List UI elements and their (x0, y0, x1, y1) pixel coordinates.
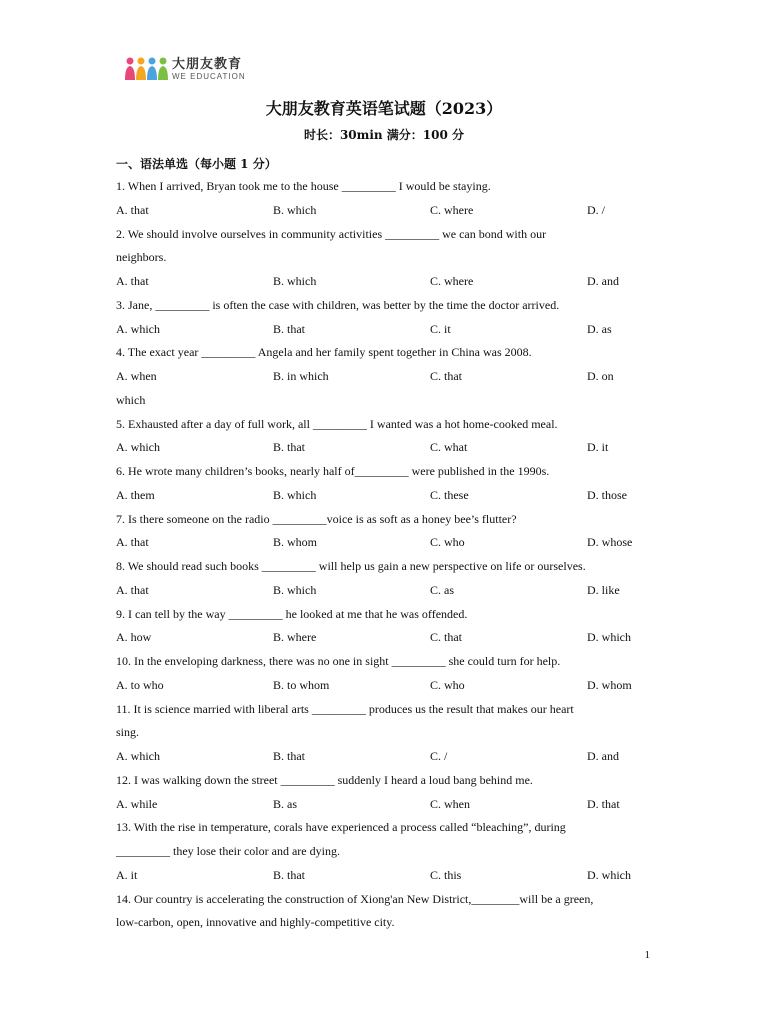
answer-option: D. whose (587, 535, 633, 550)
answer-options (116, 626, 656, 650)
answer-options (116, 199, 656, 223)
exam-duration-score: 时长：30min 满分：100 分 (303, 128, 465, 142)
question-text: low-carbon, open, innovative and highly-competitive city. (116, 915, 395, 930)
answer-option: A. which (116, 440, 160, 455)
answer-option: A. to who (116, 677, 164, 692)
question-text: neighbors. (116, 250, 167, 265)
question-text: 11. It is science married with liberal arts _________ produces us the result that makes our heart (116, 701, 574, 716)
question-text: 3. Jane, _________ is often the case with children, was better by the time the doctor arrived. (116, 297, 560, 312)
brand-logo (124, 54, 246, 84)
question-text: _________ they lose their color and are dying. (116, 844, 340, 858)
question-text: 8. We should read such books _________ will help us gain a new perspective on life or ourselves. (116, 559, 586, 573)
answer-options (116, 365, 656, 389)
answer-option: C. as (430, 582, 454, 597)
answer-option: A. while (116, 796, 158, 811)
answer-option: C. when (430, 796, 470, 811)
answer-option: B. that (273, 440, 305, 455)
answer-option: A. that (116, 202, 149, 217)
answer-option: B. that (273, 749, 305, 763)
answer-option: A. that (116, 582, 149, 597)
answer-options (116, 531, 656, 555)
answer-option: C. who (430, 677, 465, 692)
section-title: 一、语法单选（每小题 1 分） (116, 157, 277, 171)
answer-option: D. those (587, 487, 627, 502)
answer-option: A. them (116, 487, 155, 502)
answer-option: B. to whom (273, 677, 330, 692)
question-text: 9. I can tell by the way _________ he looked at me that he was offended. (116, 606, 468, 621)
answer-option-wrap: which (116, 392, 146, 407)
answer-option: A. which (116, 749, 160, 763)
answer-option: B. which (273, 202, 317, 217)
logo-figures-icon (124, 56, 168, 82)
answer-options (116, 318, 656, 342)
answer-option: D. like (587, 582, 620, 597)
answer-option: C. / (430, 749, 448, 763)
answer-option: D. which (587, 867, 631, 882)
answer-option: A. how (116, 630, 152, 645)
question-text: 6. He wrote many children’s books, nearly half of_________ were published in the 1990s. (116, 464, 550, 478)
question-text: 2. We should involve ourselves in community activities _________ we can bond with our (116, 226, 547, 241)
answer-option: B. as (273, 796, 297, 811)
answer-options (116, 674, 656, 698)
question-text: sing. (116, 725, 140, 740)
question-text: 7. Is there someone on the radio _________voice is as soft as a honey bee’s flutter? (116, 511, 517, 526)
answer-option: C. these (430, 487, 469, 502)
answer-option: D. and (587, 749, 619, 763)
answer-option: B. which (273, 487, 317, 502)
question-text: 12. I was walking down the street _________ suddenly I heard a loud bang behind me. (116, 772, 533, 787)
answer-option: D. on (587, 369, 614, 383)
answer-options (116, 579, 656, 603)
answer-option: B. which (273, 274, 317, 288)
answer-option: D. which (587, 630, 631, 645)
answer-options (116, 793, 656, 817)
answer-option: A. that (116, 535, 149, 550)
answer-option: D. and (587, 274, 619, 288)
question-text: 14. Our country is accelerating the construction of Xiong'an New District,________will be a green, (116, 891, 594, 906)
answer-option: B. in which (273, 369, 329, 383)
answer-option: B. whom (273, 535, 318, 550)
answer-option: C. it (430, 321, 451, 336)
answer-option: A. when (116, 369, 157, 383)
question-text: 5. Exhausted after a day of full work, all _________ I wanted was a hot home-cooked meal. (116, 416, 558, 431)
question-text: 10. In the enveloping darkness, there was no one in sight _________ she could turn for help. (116, 654, 561, 668)
answer-option: B. that (273, 867, 305, 882)
answer-options (116, 745, 656, 769)
answer-option: C. this (430, 867, 462, 882)
question-list (116, 175, 656, 935)
question-text: 4. The exact year _________ Angela and her family spent together in China was 2008. (116, 345, 532, 360)
answer-option: C. that (430, 630, 462, 645)
answer-option: C. where (430, 274, 474, 288)
question-text: 13. With the rise in temperature, corals have experienced a process called “bleaching”, during (116, 820, 566, 835)
answer-option: A. that (116, 274, 149, 288)
exam-title: 大朋友教育英语笔试题（2023） (265, 99, 503, 118)
answer-option: C. what (430, 440, 468, 455)
answer-option: A. which (116, 321, 160, 336)
answer-options (116, 864, 656, 888)
answer-option: D. that (587, 796, 620, 811)
answer-option: D. whom (587, 677, 632, 692)
logo-chinese-name: 大朋友教育 (172, 56, 243, 72)
answer-option: B. where (273, 630, 317, 645)
logo-english-name: WE EDUCATION (172, 71, 246, 81)
answer-option: C. where (430, 202, 474, 217)
answer-options (116, 484, 656, 508)
answer-option: D. it (587, 440, 609, 455)
answer-option: C. that (430, 369, 462, 383)
answer-option: B. that (273, 321, 305, 336)
question-text: 1. When I arrived, Bryan took me to the house _________ I would be staying. (116, 179, 491, 193)
answer-option: D. as (587, 321, 612, 336)
answer-options (116, 436, 656, 460)
answer-options (116, 270, 656, 294)
answer-option: A. it (116, 867, 138, 882)
answer-option: D. / (587, 202, 605, 217)
answer-option: B. which (273, 582, 317, 597)
page-number: 1 (644, 949, 650, 961)
answer-option: C. who (430, 535, 465, 550)
